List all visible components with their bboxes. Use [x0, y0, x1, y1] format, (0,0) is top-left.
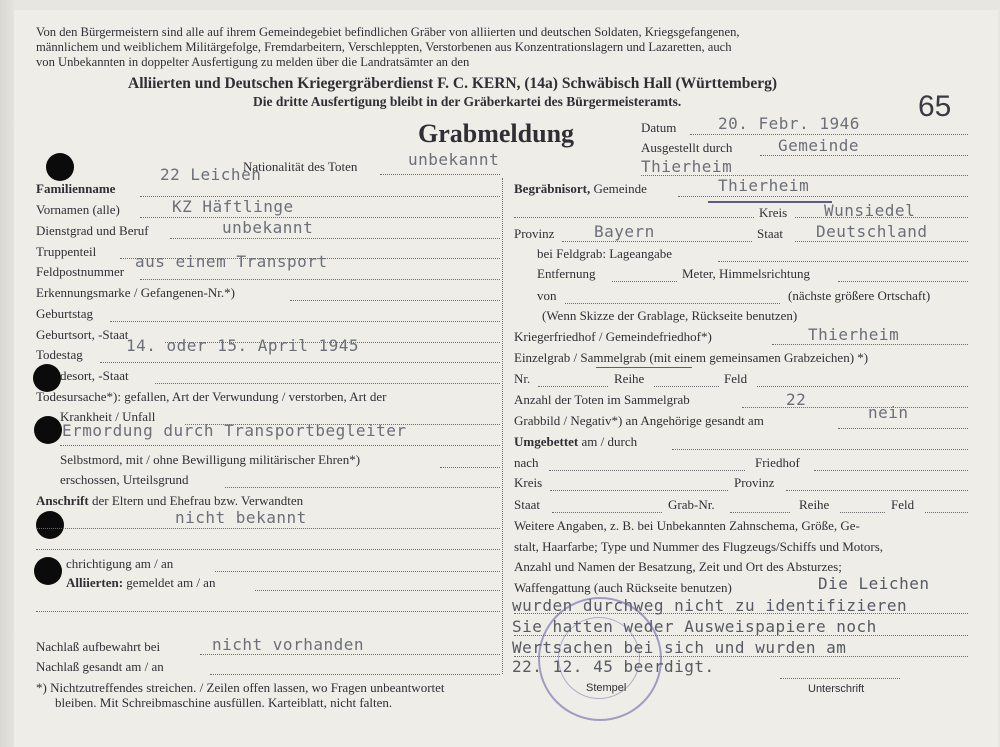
- card-number: 65: [918, 90, 952, 123]
- begraebnisort-bold: Begräbnisort,: [514, 181, 591, 196]
- erkennung-label: Erkennungsmarke / Gefangenen-Nr.*): [36, 285, 235, 300]
- alliierten-label: [66, 576, 215, 590]
- entfernung-label: Entfernung: [537, 266, 596, 281]
- truppenteil-label: Truppenteil: [36, 244, 97, 259]
- weitere-line-4: Waffengattung (auch Rückseite benutzen): [514, 580, 732, 595]
- punch-hole: [36, 511, 64, 539]
- friedhof-line: [772, 344, 968, 345]
- anzahl-label: Anzahl der Toten im Sammelgrab: [514, 392, 690, 407]
- footnote-2: bleiben. Mit Schreibmaschine ausfüllen. Karteiblatt, nicht falten.: [55, 695, 393, 710]
- grabbild-value: nein: [868, 403, 909, 422]
- ursache-line-2: [60, 445, 500, 446]
- selbstmord-line: [440, 467, 500, 468]
- grabbild-label: Grabbild / Negativ*) an Angehörige gesandt am: [514, 413, 764, 428]
- friedhof-value: Thierheim: [808, 325, 900, 344]
- dienstgrad-line: [170, 238, 500, 239]
- dienstgrad-value: unbekannt: [222, 218, 314, 237]
- anschrift-rest: der Eltern und Ehefrau bzw. Verwandten: [91, 493, 304, 508]
- unterschrift-label: Unterschrift: [808, 683, 865, 695]
- begraebnisort-label: [514, 182, 647, 196]
- todesursache-label: Todesursache*): gefallen, Art der Verwundung / verstorben, Art der: [36, 389, 387, 404]
- friedhof2-line: [814, 470, 968, 471]
- truppenteil-line: [120, 258, 500, 259]
- provinz2-label: Provinz: [734, 475, 775, 490]
- reihe-label: Reihe: [614, 371, 645, 386]
- staat-label: Staat: [757, 226, 783, 241]
- friedhof-label: Kriegerfriedhof / Gemeindefriedhof*): [514, 329, 712, 344]
- datum-line: [690, 134, 968, 135]
- header-line-3: von Unbekannten in doppelter Ausfertigung zu melden über die Landratsämter an den: [36, 55, 470, 69]
- nachlass-bei-value: nicht vorhanden: [212, 635, 364, 654]
- feldgrab-line: [718, 261, 968, 262]
- footnote-1: *) Nichtzutreffendes streichen. / Zeilen offen lassen, wo Fragen unbeantwortet: [36, 680, 445, 695]
- reihe2-line: [840, 512, 885, 513]
- anzahl-line: [742, 407, 968, 408]
- reihe2-label: Reihe: [799, 497, 830, 512]
- familienname-value: 22 Leichen: [160, 165, 262, 184]
- vornamen-label: Vornamen (alle): [36, 202, 120, 217]
- grabnr-line: [730, 512, 790, 513]
- nationalitaet-value: unbekannt: [408, 150, 500, 169]
- benachrichtigung-line: [215, 571, 500, 572]
- form-title: Grabmeldung: [418, 119, 575, 148]
- meter-label: Meter, Himmelsrichtung: [682, 266, 811, 281]
- ursache-line: [185, 424, 500, 425]
- begraebnisort-rest: Gemeinde: [593, 181, 647, 196]
- alliierten-rest: gemeldet am / an: [126, 575, 216, 590]
- umgebettet-rest: am / durch: [581, 434, 638, 449]
- anschrift-label: [36, 494, 303, 508]
- ausgestellt-value-1: Gemeinde: [778, 136, 860, 155]
- ausgestellt-line: [760, 155, 968, 156]
- datum-label: Datum: [641, 120, 677, 135]
- todesort-label: desort, -Staat: [60, 368, 129, 383]
- anschrift-line: [36, 528, 500, 529]
- todestag-value: 14. oder 15. April 1945: [126, 336, 360, 355]
- von-line: [565, 303, 780, 304]
- nachlass-bei-label: Nachlaß aufbewahrt bei: [36, 639, 161, 654]
- feldpost-label: Feldpostnummer: [36, 264, 125, 279]
- remark-line-4: Wertsachen bei sich und wurden am: [512, 638, 847, 657]
- weitere-line-2: stalt, Haarfarbe; Type und Nummer des Flugzeugs/Schiffs und Motors,: [514, 539, 884, 554]
- erkennung-line: [290, 300, 500, 301]
- alliierten-line: [255, 590, 500, 591]
- feld-line: [757, 386, 968, 387]
- remark-line-3: Sie hatten weder Ausweispapiere noch: [512, 617, 877, 636]
- geburtsort-label: Geburtsort, -Staat: [36, 327, 129, 342]
- umgebettet-label: [514, 435, 637, 449]
- todesursache-value: Ermordung durch Transportbegleiter: [62, 421, 407, 440]
- feldgrab-label: bei Feldgrab: Lageangabe: [537, 246, 672, 261]
- umgebettet-bold: Umgebettet: [514, 434, 579, 449]
- geburtstag-label: Geburtstag: [36, 306, 94, 321]
- punch-hole: [34, 416, 62, 444]
- kreis2-label: Kreis: [514, 475, 543, 490]
- header-line-2: männlichem und weiblichem Militärgefolge, Fremdarbeitern, Verschleppten, Verstorbenen aus Konzentrationslagern und Lazaretten, auch: [36, 40, 732, 54]
- datum-value: 20. Febr. 1946: [718, 114, 860, 133]
- provinz-label: Provinz: [514, 226, 555, 241]
- kreis-line: [795, 217, 968, 218]
- todestag-label: Todestag: [36, 347, 83, 362]
- nachlass-gesandt-line: [210, 674, 500, 675]
- kreis-label: Kreis: [759, 205, 788, 220]
- kreis-line-a: [514, 217, 754, 218]
- nr-line: [538, 386, 608, 387]
- familienname-label: Familienname: [36, 181, 116, 196]
- punch-hole: [33, 364, 61, 392]
- vornamen-line: [140, 217, 500, 218]
- weitere-line-1: Weitere Angaben, z. B. bei Unbekannten Zahnschema, Größe, Ge-: [514, 518, 860, 533]
- card-edge: [0, 0, 14, 747]
- feldpost-line: [140, 279, 500, 280]
- anschrift-bold: Anschrift: [36, 493, 89, 508]
- friedhof2-label: Friedhof: [755, 455, 800, 470]
- feld2-line: [925, 512, 968, 513]
- staat-line: [795, 241, 968, 242]
- grabbild-line: [838, 428, 968, 429]
- ausgestellt-label: Ausgestellt durch: [641, 140, 733, 155]
- nationalitaet-line: [380, 174, 500, 175]
- staat2-label: Staat: [514, 497, 540, 512]
- erschossen-label: erschossen, Urteilsgrund: [60, 472, 189, 487]
- punch-hole: [34, 557, 62, 585]
- entfernung-line: [612, 281, 677, 282]
- nachlass-gesandt-label: Nachlaß gesandt am / an: [36, 659, 164, 674]
- anschrift-value: nicht bekannt: [175, 508, 307, 527]
- feld-label: Feld: [724, 371, 748, 386]
- remark-line-2: wurden durchweg nicht zu identifizieren: [512, 596, 908, 615]
- stempel-label: Stempel: [586, 682, 627, 694]
- geburtstag-line: [110, 321, 500, 322]
- provinz2-line: [786, 490, 968, 491]
- nationalitaet-label: Nationalität des Toten: [243, 159, 358, 174]
- benachrichtigung-label: chrichtigung am / an: [66, 556, 174, 571]
- vornamen-value: KZ Häftlinge: [172, 197, 294, 216]
- todestag-line: [100, 362, 500, 363]
- von-label: von: [537, 288, 557, 303]
- truppenteil-value: aus einem Transport: [135, 252, 328, 271]
- umgebettet-line: [672, 449, 968, 450]
- krankheit-label: Krankheit / Unfall: [60, 409, 156, 424]
- gemeinde-line: [678, 196, 968, 197]
- geburtsort-line: [165, 342, 500, 343]
- header-line-1: Von den Bürgermeistern sind alle auf ihrem Gemeindegebiet befindlichen Gräber von alliierten und deutschen Soldaten, Kriegsgefangenen,: [36, 25, 740, 39]
- blank-line: [36, 611, 500, 612]
- staat2-line: [552, 512, 662, 513]
- organization-name: Alliierten und Deutschen Kriegergräberdienst F. C. KERN, (14a) Schwäbisch Hall (Württemberg): [128, 75, 778, 92]
- sammelgrab-underline: [596, 367, 692, 368]
- feld2-label: Feld: [891, 497, 915, 512]
- ortschaft-label: (nächste größere Ortschaft): [788, 288, 931, 303]
- provinz-line: [562, 241, 752, 242]
- official-stamp: [538, 597, 662, 721]
- skizze-label: (Wenn Skizze der Grablage, Rückseite benutzen): [542, 308, 798, 323]
- reihe-line: [654, 386, 719, 387]
- alliierten-bold: Alliierten:: [66, 575, 124, 590]
- nach-line: [549, 470, 745, 471]
- kreis2-line: [550, 490, 728, 491]
- punch-hole: [46, 153, 74, 181]
- provinz-value: Bayern: [594, 222, 655, 241]
- meter-line: [838, 281, 968, 282]
- staat-value: Deutschland: [816, 222, 928, 241]
- remark-line-5: 22. 12. 45 beerdigt.: [512, 657, 715, 676]
- selbstmord-label: Selbstmord, mit / ohne Bewilligung militärischer Ehren*): [60, 452, 361, 467]
- dienstgrad-label: Dienstgrad und Beruf: [36, 223, 149, 238]
- nr-label: Nr.: [514, 371, 531, 386]
- todesort-line: [155, 383, 500, 384]
- einzelgrab-label: Einzelgrab / Sammelgrab (mit einem gemeinsamen Grabzeichen) *): [514, 350, 869, 365]
- erschossen-line: [225, 487, 500, 488]
- ausgestellt-value-2: Thierheim: [641, 157, 733, 176]
- remark-line-1: Die Leichen: [818, 574, 930, 593]
- signature-line: [780, 678, 900, 679]
- nach-label: nach: [514, 455, 539, 470]
- weitere-line-3: Anzahl und Namen der Besatzung, Zeit und Ort des Absturzes;: [514, 559, 842, 574]
- anzahl-value: 22: [786, 390, 807, 409]
- anschrift-line-2: [36, 549, 500, 550]
- nachlass-bei-line: [200, 654, 500, 655]
- grabnr-label: Grab-Nr.: [668, 497, 715, 512]
- third-copy-note: Die dritte Ausfertigung bleibt in der Gräberkartei des Bürgermeisteramts.: [253, 94, 682, 109]
- kreis-value: Wunsiedel: [824, 201, 916, 220]
- column-divider: [502, 178, 503, 674]
- gemeinde-value: Thierheim: [718, 176, 810, 195]
- gemeinde-underline: [708, 201, 832, 203]
